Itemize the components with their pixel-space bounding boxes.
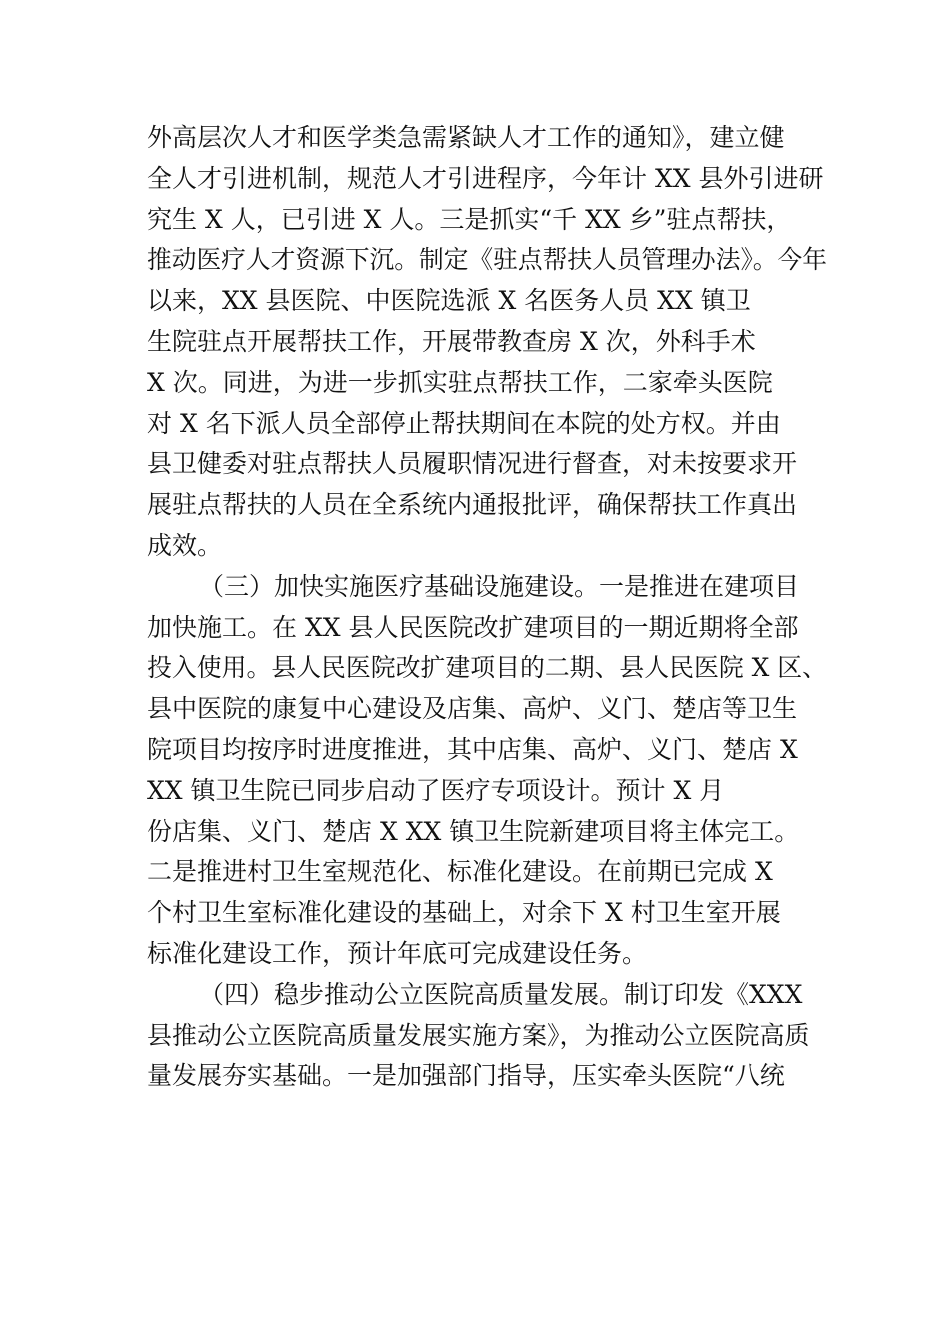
text-line: 以来，XX 县医院、中医院选派 X 名医务人员 XX 镇卫 bbox=[147, 286, 751, 316]
text-line: 个村卫生室标准化建设的基础上，对余下 X 村卫生室开展 bbox=[147, 898, 781, 928]
text-line: 二是推进村卫生室规范化、标准化建设。在前期已完成 X bbox=[147, 857, 773, 887]
text-line: 量发展夯实基础。一是加强部门指导，压实牵头医院“八统 bbox=[147, 1061, 785, 1091]
body-text bbox=[147, 118, 827, 1097]
section-heading-line: （四）稳步推动公立医院高质量发展。制订印发《XXX bbox=[199, 979, 803, 1009]
section-heading-line: （三）加快实施医疗基础设施建设。一是推进在建项目 bbox=[199, 571, 800, 601]
text-line: 成效。 bbox=[147, 530, 223, 560]
text-line: 全人才引进机制，规范人才引进程序，今年计 XX 县外引进研 bbox=[147, 163, 824, 193]
text-line: 份店集、义门、楚店 X XX 镇卫生院新建项目将主体完工。 bbox=[147, 816, 800, 846]
text-line: 展驻点帮扶的人员在全系统内通报批评，确保帮扶工作真出 bbox=[147, 490, 798, 520]
text-line: 外高层次人才和医学类急需紧缺人才工作的通知》，建立健 bbox=[147, 123, 785, 152]
text-line: XX 镇卫生院已同步启动了医疗专项设计。预计 X 月 bbox=[147, 775, 725, 805]
text-line: 加快施工。在 XX 县人民医院改扩建项目的一期近期将全部 bbox=[147, 612, 799, 642]
text-line: 县中医院的康复中心建设及店集、高炉、义门、楚店等卫生 bbox=[147, 694, 798, 724]
text-line: 推动医疗人才资源下沉。制定《驻点帮扶人员管理办法》。今年 bbox=[147, 245, 827, 275]
text-line: 对 X 名下派人员全部停止帮扶期间在本院的处方权。并由 bbox=[147, 408, 781, 438]
text-line: 县推动公立医院高质量发展实施方案》，为推动公立医院高质 bbox=[147, 1020, 810, 1050]
text-line: X 次。同进，为进一步抓实驻点帮扶工作，二家牵头医院 bbox=[147, 367, 773, 397]
text-line: 生院驻点开展帮扶工作，开展带教查房 X 次，外科手术 bbox=[147, 326, 756, 356]
text-line: 究生 X 人，已引进 X 人。三是抓实“千 XX 乡”驻点帮扶， bbox=[147, 204, 792, 234]
text-line: 县卫健委对驻点帮扶人员履职情况进行督查，对未按要求开 bbox=[147, 449, 798, 479]
text-line: 投入使用。县人民医院改扩建项目的二期、县人民医院 X 区、 bbox=[147, 653, 827, 683]
text-line: 标准化建设工作，预计年底可完成建设任务。 bbox=[147, 938, 648, 968]
text-line: 院项目均按序时进度推进，其中店集、高炉、义门、楚店 X bbox=[147, 734, 798, 764]
